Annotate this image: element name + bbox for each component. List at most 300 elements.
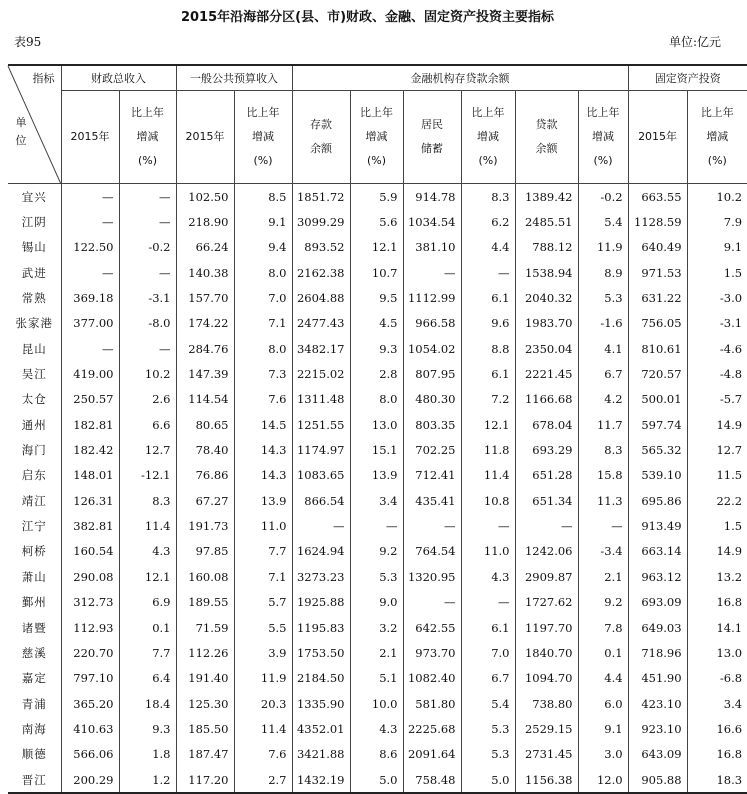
table-row xyxy=(8,437,747,462)
table-cell: — xyxy=(403,513,461,538)
table-cell: 9.1 xyxy=(687,235,747,260)
corner-unit: 单 位 xyxy=(15,116,27,147)
table-cell: 10.8 xyxy=(461,488,515,513)
region-name: 锡山 xyxy=(8,235,61,260)
table-cell: 702.25 xyxy=(403,437,461,462)
table-cell: 8.5 xyxy=(234,184,292,210)
table-cell: 1054.02 xyxy=(403,336,461,361)
table-cell: 480.30 xyxy=(403,387,461,412)
table-cell: 7.6 xyxy=(234,742,292,767)
page-title: 2015年沿海部分区(县、市)财政、金融、固定资产投资主要指标 xyxy=(180,10,555,25)
table-cell: 2731.45 xyxy=(515,742,578,767)
table-cell: -3.0 xyxy=(687,285,747,310)
table-cell: 914.78 xyxy=(403,184,461,210)
table-cell: 11.7 xyxy=(578,412,628,437)
table-cell: 1.5 xyxy=(687,260,747,285)
table-row xyxy=(8,260,747,285)
table-cell: 720.57 xyxy=(628,361,687,386)
table-cell: -12.1 xyxy=(119,463,176,488)
table-row xyxy=(8,285,747,310)
table-cell: 4352.01 xyxy=(292,716,350,741)
table-cell: 160.08 xyxy=(176,564,234,589)
table-cell: 1727.62 xyxy=(515,590,578,615)
table-cell: 8.3 xyxy=(578,437,628,462)
region-name: 张家港 xyxy=(8,311,61,336)
table-cell: 5.9 xyxy=(350,184,403,210)
table-cell: 663.55 xyxy=(628,184,687,210)
table-cell: 10.0 xyxy=(350,691,403,716)
table-cell: 122.50 xyxy=(61,235,119,260)
table-cell: 66.24 xyxy=(176,235,234,260)
table-row xyxy=(8,336,747,361)
table-cell: 80.65 xyxy=(176,412,234,437)
table-cell: 9.6 xyxy=(461,311,515,336)
group-header-fiscal-total: 财政总收入 xyxy=(61,65,176,91)
table-cell: 290.08 xyxy=(61,564,119,589)
table-cell: 1251.55 xyxy=(292,412,350,437)
table-cell: 220.70 xyxy=(61,640,119,665)
corner-header xyxy=(8,65,61,184)
table-cell: 651.34 xyxy=(515,488,578,513)
table-cell: 2529.15 xyxy=(515,716,578,741)
table-cell: 2091.64 xyxy=(403,742,461,767)
table-cell: 4.1 xyxy=(578,336,628,361)
table-cell: 71.59 xyxy=(176,615,234,640)
table-cell: 250.57 xyxy=(61,387,119,412)
table-cell: 693.29 xyxy=(515,437,578,462)
region-name: 靖江 xyxy=(8,488,61,513)
table-cell: 4.3 xyxy=(119,539,176,564)
column-header: 2015年 xyxy=(176,91,234,184)
table-cell: 923.10 xyxy=(628,716,687,741)
table-cell: 16.8 xyxy=(687,742,747,767)
table-cell: 7.7 xyxy=(119,640,176,665)
table-cell: 6.0 xyxy=(578,691,628,716)
table-cell: 9.2 xyxy=(578,590,628,615)
table-cell: 1112.99 xyxy=(403,285,461,310)
column-header: 比上年 增减 (%) xyxy=(350,91,403,184)
indicator-table xyxy=(8,64,747,794)
table-cell: 14.3 xyxy=(234,437,292,462)
table-cell: 1082.40 xyxy=(403,666,461,691)
table-cell: 14.1 xyxy=(687,615,747,640)
table-row xyxy=(8,235,747,260)
table-row xyxy=(8,564,747,589)
table-cell: 1094.70 xyxy=(515,666,578,691)
table-row xyxy=(8,412,747,437)
table-cell: 678.04 xyxy=(515,412,578,437)
table-cell: -8.0 xyxy=(119,311,176,336)
table-cell: 1166.68 xyxy=(515,387,578,412)
table-cell: 9.3 xyxy=(119,716,176,741)
table-cell: 3.9 xyxy=(234,640,292,665)
table-cell: 423.10 xyxy=(628,691,687,716)
column-header: 居民 储蓄 xyxy=(403,91,461,184)
table-cell: 160.54 xyxy=(61,539,119,564)
table-cell: 7.7 xyxy=(234,539,292,564)
table-cell: 1174.97 xyxy=(292,437,350,462)
table-cell: 797.10 xyxy=(61,666,119,691)
table-cell: 4.3 xyxy=(350,716,403,741)
table-cell: 2040.32 xyxy=(515,285,578,310)
table-cell: 7.6 xyxy=(234,387,292,412)
table-cell: 649.03 xyxy=(628,615,687,640)
table-cell: 597.74 xyxy=(628,412,687,437)
column-header: 2015年 xyxy=(61,91,119,184)
table-row xyxy=(8,311,747,336)
table-cell: 114.54 xyxy=(176,387,234,412)
table-cell: 2162.38 xyxy=(292,260,350,285)
table-cell: 1925.88 xyxy=(292,590,350,615)
table-cell: 102.50 xyxy=(176,184,234,210)
table-cell: 435.41 xyxy=(403,488,461,513)
table-cell: 14.5 xyxy=(234,412,292,437)
column-header: 贷款 余额 xyxy=(515,91,578,184)
table-cell: 12.1 xyxy=(350,235,403,260)
table-cell: 2.1 xyxy=(350,640,403,665)
table-cell: 4.5 xyxy=(350,311,403,336)
table-cell: 284.76 xyxy=(176,336,234,361)
table-row xyxy=(8,615,747,640)
table-cell: 4.2 xyxy=(578,387,628,412)
table-cell: 3.0 xyxy=(578,742,628,767)
table-cell: 182.42 xyxy=(61,437,119,462)
table-cell: 20.3 xyxy=(234,691,292,716)
table-cell: 191.73 xyxy=(176,513,234,538)
table-cell: 9.4 xyxy=(234,235,292,260)
table-cell: 6.7 xyxy=(578,361,628,386)
table-row xyxy=(8,742,747,767)
table-cell: 738.80 xyxy=(515,691,578,716)
table-cell: 866.54 xyxy=(292,488,350,513)
table-cell: 8.3 xyxy=(461,184,515,210)
table-cell: 7.9 xyxy=(687,209,747,234)
table-cell: -6.8 xyxy=(687,666,747,691)
table-row xyxy=(8,691,747,716)
table-cell: 2.6 xyxy=(119,387,176,412)
table-cell: — xyxy=(61,260,119,285)
table-cell: 126.31 xyxy=(61,488,119,513)
table-cell: 12.0 xyxy=(578,767,628,793)
table-cell: 5.3 xyxy=(461,742,515,767)
group-header-public-budget: 一般公共预算收入 xyxy=(176,65,292,91)
table-cell: 6.1 xyxy=(461,285,515,310)
table-cell: 7.2 xyxy=(461,387,515,412)
table-cell: 1034.54 xyxy=(403,209,461,234)
table-cell: 718.96 xyxy=(628,640,687,665)
region-name: 慈溪 xyxy=(8,640,61,665)
table-cell: 16.6 xyxy=(687,716,747,741)
table-cell: 3099.29 xyxy=(292,209,350,234)
table-cell: 1083.65 xyxy=(292,463,350,488)
table-cell: 8.6 xyxy=(350,742,403,767)
table-cell: 973.70 xyxy=(403,640,461,665)
table-cell: 971.53 xyxy=(628,260,687,285)
table-number: 表95 xyxy=(14,35,42,49)
table-cell: 803.35 xyxy=(403,412,461,437)
table-row xyxy=(8,666,747,691)
table-cell: 3.2 xyxy=(350,615,403,640)
table-cell: 1.2 xyxy=(119,767,176,793)
table-cell: 11.5 xyxy=(687,463,747,488)
table-cell: 13.0 xyxy=(687,640,747,665)
table-cell: 7.1 xyxy=(234,564,292,589)
table-cell: 631.22 xyxy=(628,285,687,310)
table-cell: 2215.02 xyxy=(292,361,350,386)
table-cell: 189.55 xyxy=(176,590,234,615)
table-cell: — xyxy=(350,513,403,538)
table-cell: 2485.51 xyxy=(515,209,578,234)
region-name: 晋江 xyxy=(8,767,61,793)
table-cell: 640.49 xyxy=(628,235,687,260)
table-cell: 1156.38 xyxy=(515,767,578,793)
table-cell: 0.1 xyxy=(119,615,176,640)
table-cell: 148.01 xyxy=(61,463,119,488)
table-cell: -0.2 xyxy=(119,235,176,260)
table-cell: 2184.50 xyxy=(292,666,350,691)
table-cell: 2.1 xyxy=(578,564,628,589)
region-name: 宜兴 xyxy=(8,184,61,210)
table-cell: 1851.72 xyxy=(292,184,350,210)
table-cell: 14.3 xyxy=(234,463,292,488)
column-header: 2015年 xyxy=(628,91,687,184)
table-cell: 8.8 xyxy=(461,336,515,361)
table-cell: 187.47 xyxy=(176,742,234,767)
table-cell: 18.4 xyxy=(119,691,176,716)
table-cell: 6.7 xyxy=(461,666,515,691)
table-cell: 11.4 xyxy=(234,716,292,741)
table-cell: 8.0 xyxy=(234,336,292,361)
table-cell: 11.9 xyxy=(578,235,628,260)
table-cell: 410.63 xyxy=(61,716,119,741)
table-cell: 5.7 xyxy=(234,590,292,615)
table-cell: 5.6 xyxy=(350,209,403,234)
table-cell: 1753.50 xyxy=(292,640,350,665)
table-cell: 157.70 xyxy=(176,285,234,310)
table-cell: 2225.68 xyxy=(403,716,461,741)
table-cell: 6.4 xyxy=(119,666,176,691)
table-cell: 2604.88 xyxy=(292,285,350,310)
table-cell: 651.28 xyxy=(515,463,578,488)
table-cell: 10.7 xyxy=(350,260,403,285)
region-name: 青浦 xyxy=(8,691,61,716)
table-cell: 1197.70 xyxy=(515,615,578,640)
table-cell: 11.0 xyxy=(234,513,292,538)
table-cell: 663.14 xyxy=(628,539,687,564)
table-cell: 756.05 xyxy=(628,311,687,336)
table-cell: -4.6 xyxy=(687,336,747,361)
table-cell: 12.1 xyxy=(461,412,515,437)
table-cell: 112.26 xyxy=(176,640,234,665)
table-cell: — xyxy=(578,513,628,538)
table-cell: 8.9 xyxy=(578,260,628,285)
table-cell: 97.85 xyxy=(176,539,234,564)
table-cell: 6.2 xyxy=(461,209,515,234)
table-cell: 18.3 xyxy=(687,767,747,793)
table-cell: 147.39 xyxy=(176,361,234,386)
table-cell: 758.48 xyxy=(403,767,461,793)
region-name: 嘉定 xyxy=(8,666,61,691)
table-cell: 913.49 xyxy=(628,513,687,538)
table-cell: 6.1 xyxy=(461,615,515,640)
table-cell: -0.2 xyxy=(578,184,628,210)
region-name: 武进 xyxy=(8,260,61,285)
table-cell: 10.2 xyxy=(119,361,176,386)
table-cell: 5.3 xyxy=(461,716,515,741)
table-cell: 11.9 xyxy=(234,666,292,691)
region-name: 江宁 xyxy=(8,513,61,538)
table-cell: 4.4 xyxy=(578,666,628,691)
table-cell: 966.58 xyxy=(403,311,461,336)
table-cell: — xyxy=(119,209,176,234)
table-cell: — xyxy=(119,184,176,210)
region-name: 太仓 xyxy=(8,387,61,412)
table-cell: — xyxy=(119,336,176,361)
table-cell: 7.3 xyxy=(234,361,292,386)
table-cell: 565.32 xyxy=(628,437,687,462)
table-cell: 15.8 xyxy=(578,463,628,488)
table-cell: 810.61 xyxy=(628,336,687,361)
table-cell: -5.7 xyxy=(687,387,747,412)
table-cell: 3482.17 xyxy=(292,336,350,361)
table-cell: 13.2 xyxy=(687,564,747,589)
table-cell: 9.3 xyxy=(350,336,403,361)
table-row xyxy=(8,716,747,741)
table-cell: 1195.83 xyxy=(292,615,350,640)
table-cell: 7.0 xyxy=(234,285,292,310)
group-header-financial: 金融机构存贷款余额 xyxy=(292,65,628,91)
table-cell: 3.4 xyxy=(687,691,747,716)
table-cell: 78.40 xyxy=(176,437,234,462)
table-cell: 0.1 xyxy=(578,640,628,665)
table-cell: 1320.95 xyxy=(403,564,461,589)
table-cell: — xyxy=(292,513,350,538)
table-cell: 1242.06 xyxy=(515,539,578,564)
region-name: 江阴 xyxy=(8,209,61,234)
region-name: 海门 xyxy=(8,437,61,462)
table-cell: 4.3 xyxy=(461,564,515,589)
table-cell: 9.0 xyxy=(350,590,403,615)
table-cell: 963.12 xyxy=(628,564,687,589)
region-name: 启东 xyxy=(8,463,61,488)
table-cell: 8.0 xyxy=(350,387,403,412)
table-row xyxy=(8,209,747,234)
table-cell: 185.50 xyxy=(176,716,234,741)
table-cell: 11.8 xyxy=(461,437,515,462)
table-cell: 693.09 xyxy=(628,590,687,615)
table-cell: 5.0 xyxy=(461,767,515,793)
table-cell: 695.86 xyxy=(628,488,687,513)
table-cell: 642.55 xyxy=(403,615,461,640)
column-header: 比上年 增减 (%) xyxy=(578,91,628,184)
table-row xyxy=(8,184,747,210)
table-cell: 6.1 xyxy=(461,361,515,386)
table-cell: 807.95 xyxy=(403,361,461,386)
table-cell: 12.7 xyxy=(687,437,747,462)
table-cell: 2221.45 xyxy=(515,361,578,386)
table-row xyxy=(8,513,747,538)
table-cell: 5.3 xyxy=(350,564,403,589)
table-cell: 5.1 xyxy=(350,666,403,691)
table-cell: 312.73 xyxy=(61,590,119,615)
table-cell: -4.8 xyxy=(687,361,747,386)
table-cell: 2.7 xyxy=(234,767,292,793)
table-cell: 1432.19 xyxy=(292,767,350,793)
table-cell: 13.0 xyxy=(350,412,403,437)
table-cell: — xyxy=(403,260,461,285)
table-cell: — xyxy=(119,260,176,285)
table-cell: 7.1 xyxy=(234,311,292,336)
table-cell: 566.06 xyxy=(61,742,119,767)
table-cell: 12.1 xyxy=(119,564,176,589)
table-cell: 16.8 xyxy=(687,590,747,615)
table-cell: 2477.43 xyxy=(292,311,350,336)
column-header: 比上年 增减 (%) xyxy=(119,91,176,184)
table-cell: 5.4 xyxy=(578,209,628,234)
table-cell: 6.9 xyxy=(119,590,176,615)
table-cell: 788.12 xyxy=(515,235,578,260)
table-cell: 419.00 xyxy=(61,361,119,386)
table-cell: 377.00 xyxy=(61,311,119,336)
table-cell: 112.93 xyxy=(61,615,119,640)
table-cell: 11.3 xyxy=(578,488,628,513)
table-cell: 191.40 xyxy=(176,666,234,691)
table-cell: 11.0 xyxy=(461,539,515,564)
region-name: 顺德 xyxy=(8,742,61,767)
table-cell: 174.22 xyxy=(176,311,234,336)
table-cell: 11.4 xyxy=(119,513,176,538)
table-cell: 10.2 xyxy=(687,184,747,210)
table-cell: 1538.94 xyxy=(515,260,578,285)
table-cell: 1311.48 xyxy=(292,387,350,412)
table-cell: 7.8 xyxy=(578,615,628,640)
table-cell: 9.2 xyxy=(350,539,403,564)
table-cell: 764.54 xyxy=(403,539,461,564)
column-header: 比上年 增减 (%) xyxy=(461,91,515,184)
region-name: 通州 xyxy=(8,412,61,437)
table-cell: 2350.04 xyxy=(515,336,578,361)
table-cell: 67.27 xyxy=(176,488,234,513)
table-cell: 8.0 xyxy=(234,260,292,285)
table-cell: 125.30 xyxy=(176,691,234,716)
table-cell: — xyxy=(461,260,515,285)
corner-indicator: 指标 xyxy=(32,72,55,85)
table-cell: 3273.23 xyxy=(292,564,350,589)
unit-label: 单位:亿元 xyxy=(668,35,721,49)
table-row xyxy=(8,488,747,513)
region-name: 萧山 xyxy=(8,564,61,589)
table-cell: — xyxy=(461,590,515,615)
table-cell: 365.20 xyxy=(61,691,119,716)
table-cell: 1983.70 xyxy=(515,311,578,336)
table-cell: 3.4 xyxy=(350,488,403,513)
table-cell: 14.9 xyxy=(687,539,747,564)
table-cell: 451.90 xyxy=(628,666,687,691)
table-cell: 1624.94 xyxy=(292,539,350,564)
table-cell: -3.1 xyxy=(119,285,176,310)
column-header: 比上年 增减 (%) xyxy=(234,91,292,184)
table-cell: 381.10 xyxy=(403,235,461,260)
table-row xyxy=(8,361,747,386)
table-cell: 643.09 xyxy=(628,742,687,767)
region-name: 南海 xyxy=(8,716,61,741)
table-cell: 15.1 xyxy=(350,437,403,462)
table-cell: 117.20 xyxy=(176,767,234,793)
table-row xyxy=(8,387,747,412)
table-cell: — xyxy=(61,184,119,210)
table-cell: 3421.88 xyxy=(292,742,350,767)
table-cell: 712.41 xyxy=(403,463,461,488)
